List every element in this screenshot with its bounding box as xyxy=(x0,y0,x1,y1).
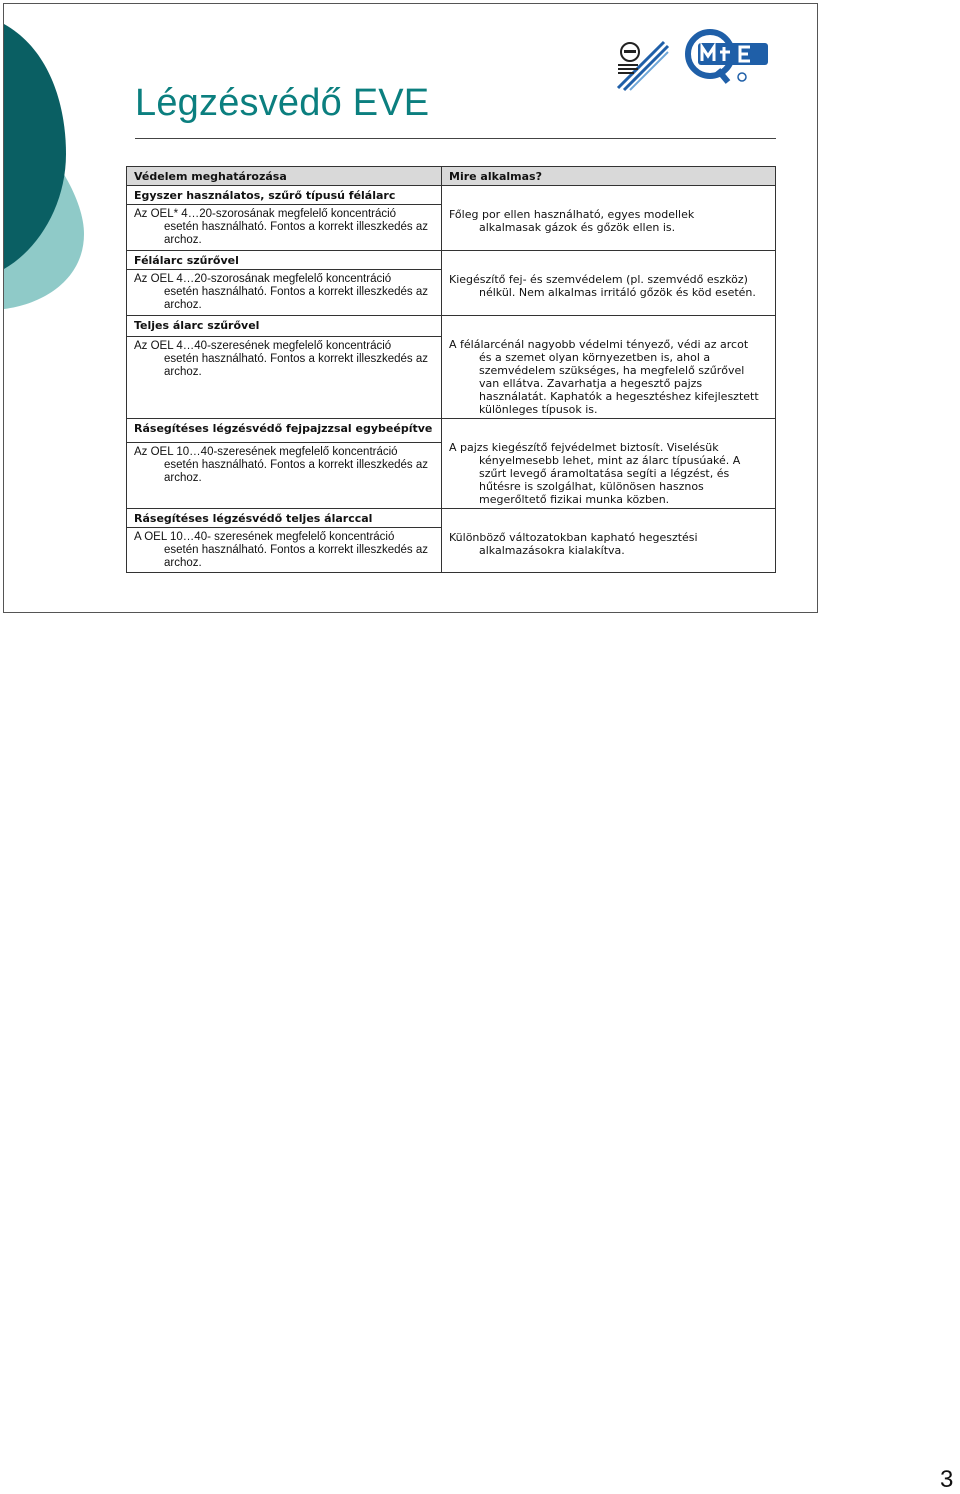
table-header-row xyxy=(127,167,776,186)
mte-logo xyxy=(684,26,780,94)
corner-decoration xyxy=(4,4,94,324)
use-cell: A félálarcénál nagyobb védelmi tényező, védi az arcot és a szemet olyan környezetben is, ahol a szemvédelem szükséges, ha megfelelő szűrővel van ellátva. Zavarhatja a hegesztő pajzs használatát. Kaphatók a hegesztéshez kifejlesztett különleges típusok is. xyxy=(442,316,776,419)
section-title: Egyszer használatos, szűrő típusú félálarc xyxy=(127,186,442,205)
use-cell: A pajzs kiegészítő fejvédelmet biztosít. Viselésük kényelmesebb lehet, mint az álarc típusúaké. A szűrt levegő áramoltatása segíti a légzést, és hűtésre is szolgálhat, különösen hasznos megerőltető fizikai munka közben. xyxy=(442,419,776,509)
section-title-row xyxy=(127,186,776,205)
slide-title: Légzésvédő EVE xyxy=(135,82,430,124)
protection-cell: Az OEL 4…20-szorosának megfelelő koncentráció esetén használható. Fontos a korrekt illeszkedés az archoz. xyxy=(127,270,442,316)
gte-logo xyxy=(612,34,672,98)
use-cell: Különböző változatokban kapható hegesztési alkalmazásokra kialakítva. xyxy=(442,509,776,573)
section-title: Teljes álarc szűrővel xyxy=(127,316,442,337)
page-number: 3 xyxy=(940,1466,954,1493)
protection-cell: Az OEL 10…40-szeresének megfelelő koncentráció esetén használható. Fontos a korrekt illeszkedés az archoz. xyxy=(127,443,442,509)
gte-logo-icon xyxy=(612,34,672,94)
section-title-row xyxy=(127,419,776,443)
slide xyxy=(3,3,818,613)
section-title-row xyxy=(127,251,776,270)
use-cell: Kiegészítő fej- és szemvédelem (pl. szemvédő eszköz) nélkül. Nem alkalmas irritáló gőzök és köd esetén. xyxy=(442,251,776,316)
mte-logo-icon xyxy=(684,26,780,90)
section-title-row xyxy=(127,316,776,337)
section-title: Rásegítéses légzésvédő fejpajzzsal egybeépítve xyxy=(127,419,442,443)
header-use: Mire alkalmas? xyxy=(442,167,776,186)
protection-cell: A OEL 10…40- szeresének megfelelő koncentráció esetén használható. Fontos a korrekt illeszkedés az archoz. xyxy=(127,528,442,573)
protection-cell: Az OEL* 4…20-szorosának megfelelő koncentráció esetén használható. Fontos a korrekt illeszkedés az archoz. xyxy=(127,205,442,251)
title-divider xyxy=(135,138,776,139)
header-protection: Védelem meghatározása xyxy=(127,167,442,186)
section-title: Félálarc szűrővel xyxy=(127,251,442,270)
section-title-row xyxy=(127,509,776,528)
protection-cell: Az OEL 4…40-szeresének megfelelő koncentráció esetén használható. Fontos a korrekt illeszkedés az archoz. xyxy=(127,337,442,419)
respirator-table xyxy=(126,166,776,573)
section-title: Rásegítéses légzésvédő teljes álarccal xyxy=(127,509,442,528)
use-cell: Főleg por ellen használható, egyes modellek alkalmasak gázok és gőzök ellen is. xyxy=(442,186,776,251)
